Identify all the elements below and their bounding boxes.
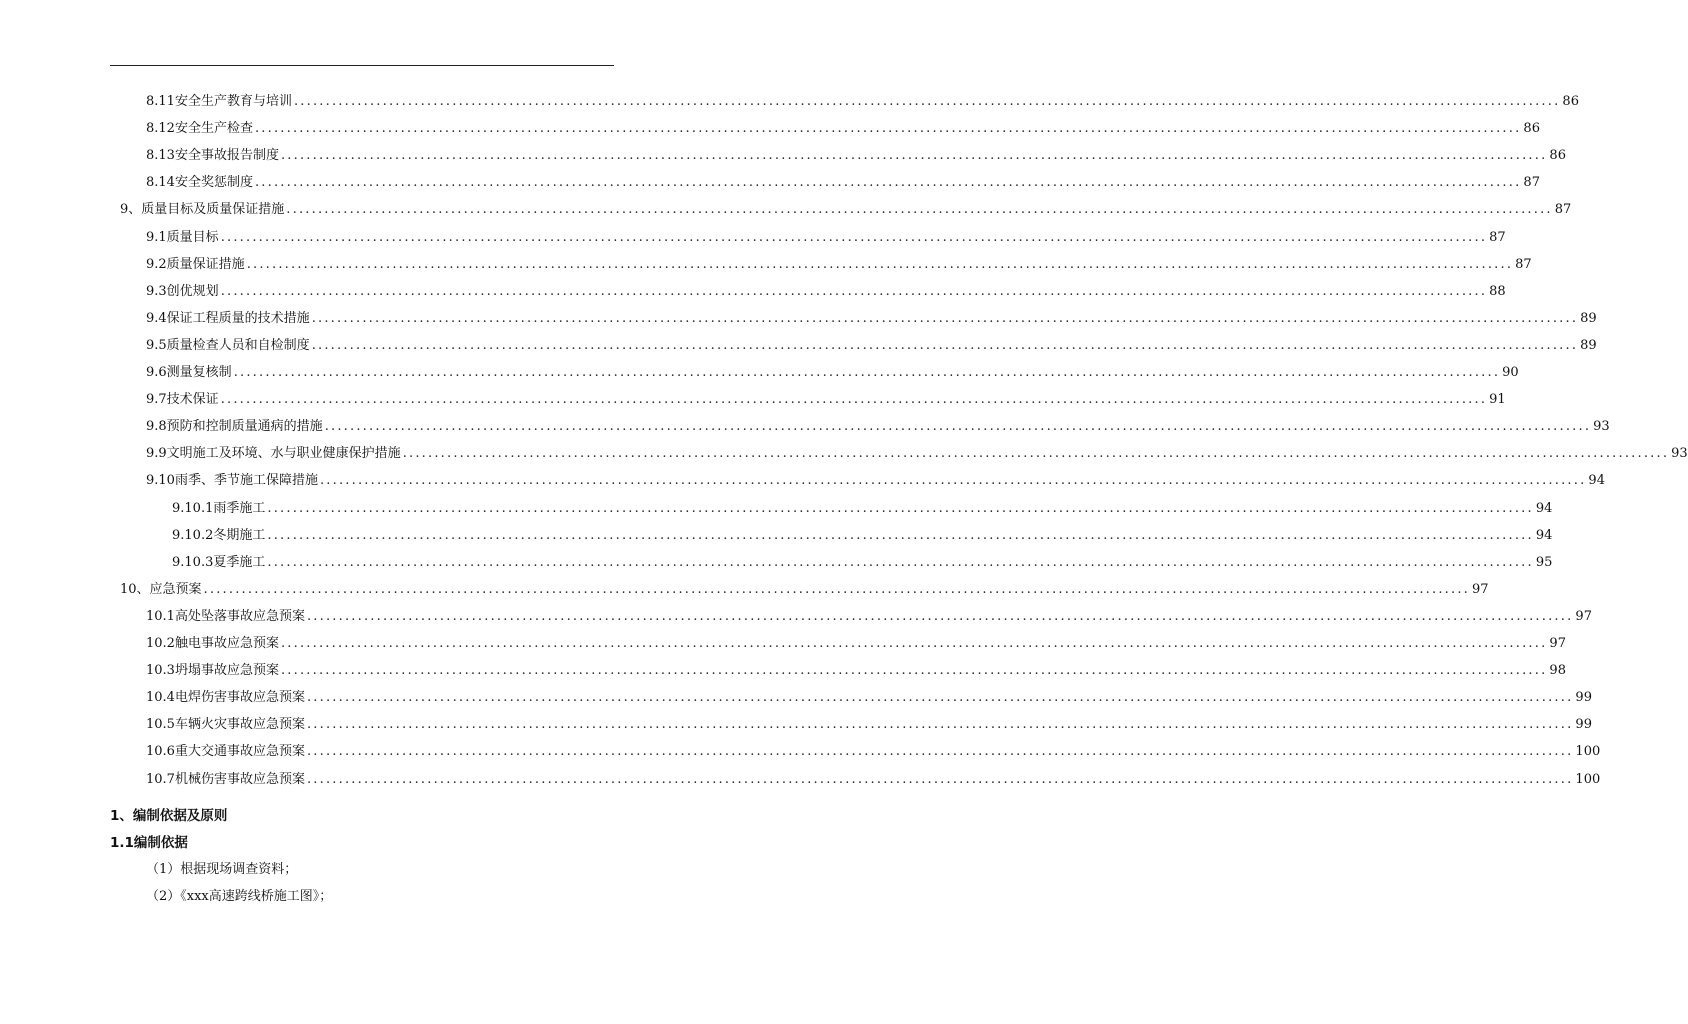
toc-leader-dots: ........................................................................................................................................................................................................ (306, 771, 1574, 787)
toc-entry-label: 9、质量目标及质量保证措施 (120, 202, 285, 218)
toc-entry[interactable] (146, 146, 1566, 166)
toc-leader-dots: ........................................................................................................................................................................................................ (280, 663, 1548, 679)
toc-entry[interactable] (146, 742, 1601, 762)
toc-entry-label: 10.1高处坠落事故应急预案 (146, 608, 305, 624)
toc-leader-dots: ........................................................................................................................................................................................................ (267, 500, 1534, 516)
toc-entry[interactable] (172, 499, 1553, 519)
toc-entry-page: 93 (1593, 419, 1610, 435)
toc-entry-label: 10.4电焊伤害事故应急预案 (146, 690, 305, 706)
toc-entry-label: 10.7机械伤害事故应急预案 (146, 771, 305, 787)
basis-item-1: （1）根据现场调查资料； (146, 862, 298, 877)
toc-entry[interactable] (146, 715, 1592, 735)
toc-leader-dots: ........................................................................................................................................................................................................ (220, 229, 1488, 245)
toc-entry[interactable] (146, 363, 1519, 383)
toc-entry-page: 100 (1575, 744, 1601, 760)
toc-entry[interactable] (146, 336, 1597, 356)
toc-entry-label: 10.3坍塌事故应急预案 (146, 663, 279, 679)
toc-entry-label: 10.2触电事故应急预案 (146, 636, 279, 651)
toc-entry-page: 94 (1535, 527, 1553, 543)
toc-leader-dots: ........................................................................................................................................................................................................ (286, 202, 1553, 218)
toc-entry-label: 9.4保证工程质量的技术措施 (146, 310, 310, 326)
toc-entry[interactable] (172, 526, 1553, 546)
toc-entry-page: 94 (1588, 473, 1605, 489)
toc-entry-page: 91 (1489, 392, 1506, 408)
toc-leader-dots: ........................................................................................................................................................................................................ (220, 392, 1488, 408)
toc-entry-page: 99 (1575, 717, 1592, 733)
toc-entry-label: 10、应急预案 (120, 581, 202, 597)
toc-entry-label: 9.1质量目标 (146, 229, 219, 245)
toc-leader-dots: ........................................................................................................................................................................................................ (324, 419, 1592, 435)
toc-entry-label: 9.10.1雨季施工 (172, 500, 266, 516)
toc-entry-page: 89 (1580, 310, 1597, 326)
toc-entry-page: 86 (1562, 94, 1579, 109)
toc-leader-dots: ........................................................................................................................................................................................................ (203, 581, 1471, 597)
toc-entry[interactable] (146, 770, 1601, 790)
toc-entry[interactable] (146, 471, 1605, 491)
section-heading: 1、编制依据及原则 (110, 808, 228, 824)
toc-entry-page: 97 (1575, 608, 1592, 624)
toc-entry[interactable] (120, 200, 1572, 220)
toc-entry-page: 100 (1575, 771, 1601, 787)
toc-entry-page: 87 (1554, 202, 1572, 218)
toc-entry[interactable] (146, 661, 1566, 681)
toc-entry-label: 8.11安全生产教育与培训 (146, 94, 292, 109)
toc-entry-page: 87 (1515, 256, 1532, 272)
toc-entry[interactable] (146, 282, 1506, 302)
toc-entry-label: 9.5质量检查人员和自检制度 (146, 337, 310, 353)
toc-leader-dots: ........................................................................................................................................................................................................ (293, 94, 1561, 109)
toc-leader-dots: ........................................................................................................................................................................................................ (267, 554, 1534, 570)
toc-entry-page: 97 (1472, 581, 1489, 597)
toc-entry-page: 87 (1489, 229, 1506, 245)
toc-leader-dots: ........................................................................................................................................................................................................ (233, 365, 1501, 380)
toc-leader-dots: ........................................................................................................................................................................................................ (246, 256, 1514, 272)
toc-leader-dots: ........................................................................................................................................................................................................ (319, 473, 1587, 489)
toc-entry-label: 9.7技术保证 (146, 392, 219, 408)
toc-entry[interactable] (146, 634, 1566, 654)
toc-entry-label: 9.8预防和控制质量通病的措施 (146, 419, 323, 435)
toc-entry[interactable] (146, 444, 1688, 464)
toc-entry[interactable] (172, 553, 1553, 573)
toc-leader-dots: ........................................................................................................................................................................................................ (280, 148, 1548, 164)
toc-entry-label: 8.13安全事故报告制度 (146, 148, 279, 164)
toc-leader-dots: ........................................................................................................................................................................................................ (402, 446, 1670, 462)
toc-entry-page: 90 (1502, 365, 1519, 380)
toc-entry-label: 9.3创优规划 (146, 283, 219, 299)
toc-entry-label: 10.6重大交通事故应急预案 (146, 744, 305, 760)
toc-entry-label: 9.10.3夏季施工 (172, 554, 266, 570)
toc-entry-label: 10.5车辆火灾事故应急预案 (146, 717, 305, 733)
toc-entry[interactable] (146, 309, 1597, 329)
toc-entry-page: 86 (1523, 121, 1540, 137)
toc-leader-dots: ........................................................................................................................................................................................................ (254, 121, 1522, 137)
toc-entry[interactable] (146, 255, 1532, 275)
subsection-heading: 1.1编制依据 (110, 835, 188, 851)
toc-leader-dots: ........................................................................................................................................................................................................ (254, 175, 1522, 191)
toc-entry[interactable] (146, 607, 1592, 627)
toc-entry[interactable] (146, 390, 1506, 410)
toc-entry-label: 9.9文明施工及环境、水与职业健康保护措施 (146, 446, 401, 462)
toc-entry-label: 9.10.2冬期施工 (172, 527, 266, 543)
toc-leader-dots: ........................................................................................................................................................................................................ (267, 527, 1534, 543)
toc-leader-dots: ........................................................................................................................................................................................................ (306, 744, 1574, 760)
toc-entry[interactable] (146, 228, 1506, 248)
toc-entry-label: 8.14安全奖惩制度 (146, 175, 253, 191)
toc-entry-page: 95 (1535, 554, 1553, 570)
toc-entry-page: 98 (1549, 663, 1566, 679)
toc-entry-label: 9.2质量保证措施 (146, 256, 245, 272)
toc-leader-dots: ........................................................................................................................................................................................................ (220, 283, 1488, 299)
toc-entry-page: 86 (1549, 148, 1566, 164)
toc-entry-page: 99 (1575, 690, 1592, 706)
toc-entry[interactable] (146, 173, 1540, 193)
toc-entry-page: 87 (1523, 175, 1540, 191)
toc-entry-page: 88 (1489, 283, 1506, 299)
toc-entry-label: 8.12安全生产检查 (146, 121, 253, 137)
toc-leader-dots: ........................................................................................................................................................................................................ (306, 690, 1574, 706)
toc-entry-page: 94 (1535, 500, 1553, 516)
toc-entry-label: 9.10雨季、季节施工保障措施 (146, 473, 318, 489)
header-rule (110, 65, 614, 66)
toc-entry-page: 97 (1549, 636, 1566, 651)
toc-entry[interactable] (146, 92, 1579, 112)
toc-leader-dots: ........................................................................................................................................................................................................ (306, 717, 1574, 733)
toc-leader-dots: ........................................................................................................................................................................................................ (311, 337, 1579, 353)
toc-entry-label: 9.6测量复核制 (146, 365, 232, 380)
toc-entry[interactable] (146, 688, 1592, 708)
toc-entry-page: 89 (1580, 337, 1597, 353)
toc-entry[interactable] (146, 119, 1540, 139)
basis-item-2: （2）《xxx高速跨线桥施工图》； (146, 889, 333, 904)
toc-leader-dots: ........................................................................................................................................................................................................ (311, 310, 1579, 326)
toc-entry[interactable] (146, 417, 1610, 437)
toc-entry-page: 93 (1671, 446, 1688, 462)
toc-leader-dots: ........................................................................................................................................................................................................ (280, 636, 1548, 651)
toc-entry[interactable] (120, 580, 1489, 600)
toc-leader-dots: ........................................................................................................................................................................................................ (306, 608, 1574, 624)
